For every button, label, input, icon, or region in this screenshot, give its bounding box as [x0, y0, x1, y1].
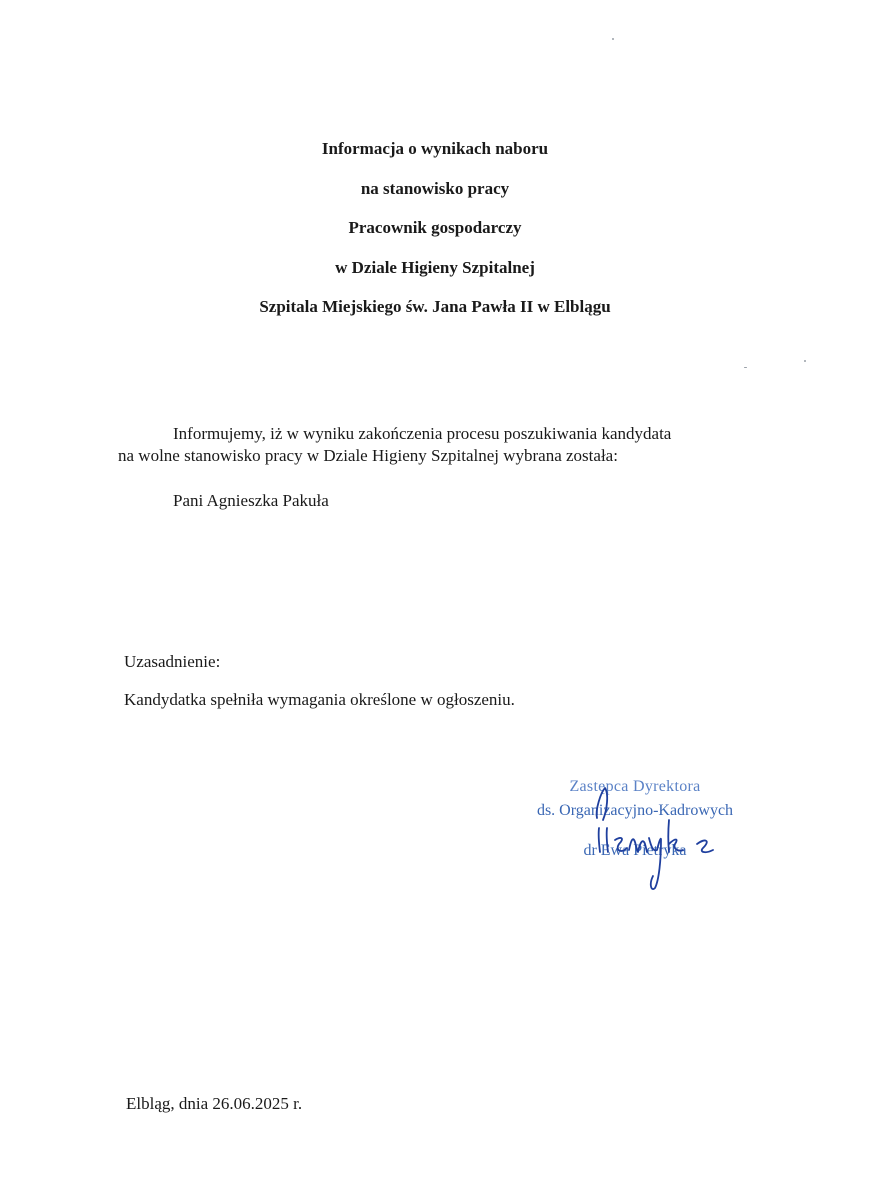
selected-candidate: Pani Agnieszka Pakuła: [173, 491, 329, 510]
justification-label: Uzasadnienie:: [124, 652, 221, 671]
handwritten-signature: [585, 780, 725, 895]
title-line-2: na stanowisko pracy: [360, 178, 510, 198]
announcement-paragraph: [118, 423, 763, 467]
title-line-3: Pracownik gospodarczy: [348, 218, 522, 237]
stamp-name: dr Ewa Pietryka: [583, 842, 687, 859]
title-line-1: Informacja o wynikach naboru: [321, 139, 549, 158]
title-line-4: w Dziale Higieny Szpitalnej: [335, 257, 535, 277]
place-and-date: Elbląg, dnia 26.06.2025 r.: [126, 1094, 303, 1113]
stamp-position: Zastępca Dyrektora: [569, 778, 701, 795]
stamp-department: ds. Organizacyjno-Kadrowych: [536, 802, 734, 819]
scan-speck: [744, 367, 747, 368]
paragraph-line-1: Informujemy, iż w wyniku zakończenia procesu poszukiwania kandydata: [173, 424, 672, 443]
document-title: [0, 136, 870, 334]
scan-speck: [804, 360, 806, 362]
scan-speck: [612, 38, 614, 40]
paragraph-line-2: na wolne stanowisko pracy w Dziale Higieny Szpitalnej wybrana została:: [118, 446, 618, 465]
justification-text: Kandydatka spełniła wymagania określone w ogłoszeniu.: [124, 690, 515, 709]
title-line-5: Szpitala Miejskiego św. Jana Pawła II w Elblągu: [259, 297, 611, 316]
